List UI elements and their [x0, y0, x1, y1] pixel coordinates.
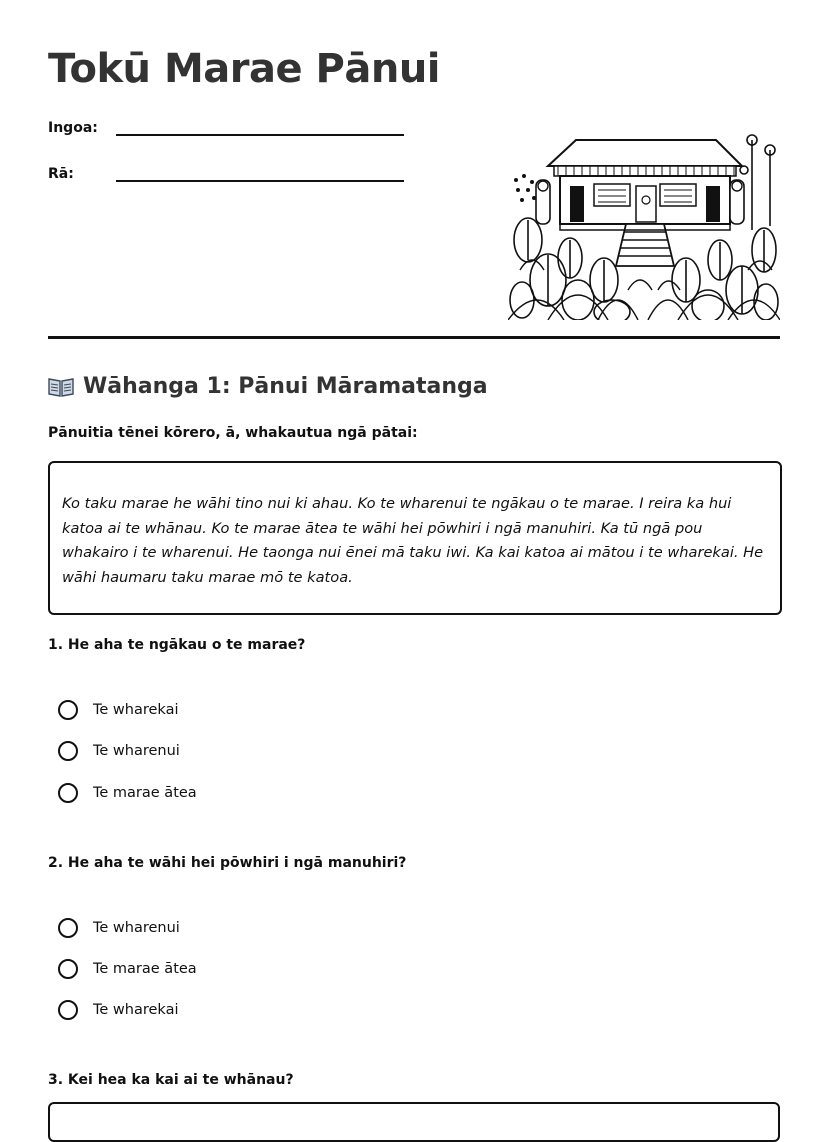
worksheet-title: Tokū Marae Pānui: [48, 46, 440, 92]
q2-option-c[interactable]: [58, 1000, 178, 1020]
option-label: Te wharenui: [93, 743, 180, 759]
name-label: Ingoa:: [48, 120, 98, 136]
option-label: Te marae ātea: [93, 961, 197, 977]
question-1: 1. He aha te ngākau o te marae?: [48, 637, 306, 653]
date-field: [48, 162, 404, 182]
radio-button[interactable]: [58, 959, 78, 979]
reading-passage-text: Ko taku marae he wāhi tino nui ki ahau. Ko te wharenui te ngākau o te marae. I reira ka hui katoa ai te whānau. Ko te marae ātea te wāhi hei pōwhiri i ngā manuhiri. Ka tū ngā pou whakairo i te wharenui. He taonga nui ēnei mā taku iwi. Ka kai katoa ai mātou i te wharekai. He wāhi haumaru taku marae mō te katoa.: [62, 495, 764, 586]
option-label: Te wharenui: [93, 920, 180, 936]
marae-illustration: [508, 130, 780, 320]
open-book-icon: [48, 376, 74, 398]
q3-answer-box[interactable]: [48, 1102, 780, 1142]
radio-button[interactable]: [58, 1000, 78, 1020]
option-label: Te wharekai: [93, 1002, 179, 1018]
section1-heading-text: Wāhanga 1: Pānui Māramatanga: [83, 374, 488, 399]
q2-option-b[interactable]: [58, 959, 197, 979]
radio-button[interactable]: [58, 700, 78, 720]
name-input-line[interactable]: [116, 116, 404, 136]
section1-heading: [48, 374, 488, 399]
question-2: 2. He aha te wāhi hei pōwhiri i ngā manuhiri?: [48, 855, 407, 871]
radio-button[interactable]: [58, 741, 78, 761]
q1-option-a[interactable]: [58, 700, 178, 720]
q1-option-b[interactable]: [58, 741, 180, 761]
option-label: Te marae ātea: [93, 785, 197, 801]
option-label: Te wharekai: [93, 702, 179, 718]
date-label: Rā:: [48, 166, 74, 182]
header-divider: [48, 336, 780, 339]
question-3: 3. Kei hea ka kai ai te whānau?: [48, 1072, 294, 1088]
date-input-line[interactable]: [116, 162, 404, 182]
q2-option-a[interactable]: [58, 918, 180, 938]
radio-button[interactable]: [58, 783, 78, 803]
name-field: [48, 116, 404, 136]
q1-option-c[interactable]: [58, 783, 197, 803]
radio-button[interactable]: [58, 918, 78, 938]
section1-instruction: Pānuitia tēnei kōrero, ā, whakautua ngā pātai:: [48, 425, 418, 441]
reading-passage-box: [48, 461, 782, 615]
